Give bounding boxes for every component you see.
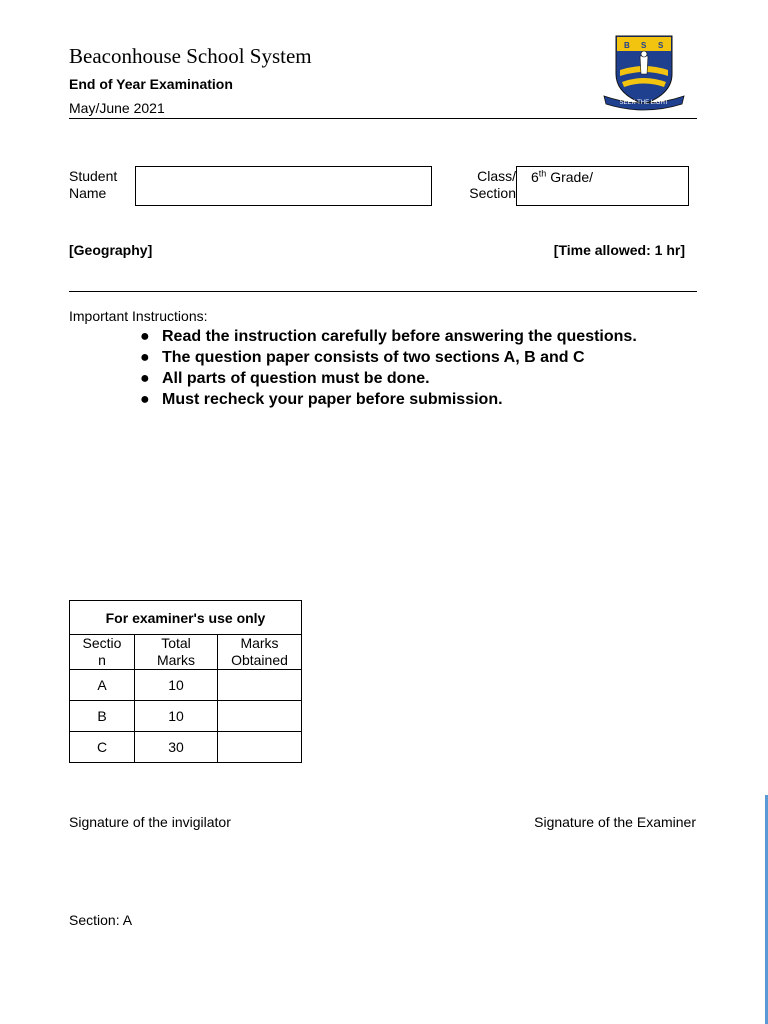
examiner-table-title: For examiner's use only	[70, 601, 302, 635]
table-row	[70, 701, 302, 732]
exam-session: May/June 2021	[69, 100, 165, 116]
examiner-signature-label: Signature of the Examiner	[534, 814, 696, 830]
row-section: A	[70, 670, 135, 701]
logo-letter-1: B	[624, 41, 630, 50]
time-allowed: [Time allowed: 1 hr]	[553, 242, 685, 258]
class-section-label: Class/ Section	[469, 168, 516, 201]
logo-motto: SEEK THE LIGHT	[619, 100, 669, 106]
school-logo	[600, 34, 688, 112]
instruction-item: ● All parts of question must be done.	[140, 370, 430, 387]
row-total: 30	[135, 732, 218, 763]
row-section: B	[70, 701, 135, 732]
row-total: 10	[135, 701, 218, 732]
bullet-icon: ●	[140, 391, 150, 408]
row-obtained[interactable]	[218, 670, 302, 701]
instructions-title: Important Instructions:	[69, 308, 208, 324]
school-name: Beaconhouse School System	[69, 44, 312, 68]
class-section-field[interactable]	[516, 166, 689, 206]
logo-letter-3: S	[658, 41, 664, 50]
logo-letter-2: S	[641, 41, 647, 50]
row-section: C	[70, 732, 135, 763]
instruction-item: ● Read the instruction carefully before answering the questions.	[140, 328, 637, 345]
instruction-item: ● The question paper consists of two sections A, B and C	[140, 349, 585, 366]
examiner-table	[69, 600, 302, 763]
student-name-label: Student Name	[69, 168, 118, 201]
row-total: 10	[135, 670, 218, 701]
bullet-icon: ●	[140, 370, 150, 387]
row-obtained[interactable]	[218, 732, 302, 763]
bullet-icon: ●	[140, 328, 150, 345]
header-total-marks: Total Marks	[135, 635, 218, 670]
instructions-list	[136, 326, 637, 410]
class-section-value: 6th Grade/	[531, 168, 594, 185]
header-marks-obtained: Marks Obtained	[218, 635, 302, 670]
instruction-item: ● Must recheck your paper before submission.	[140, 391, 503, 408]
subject-name: [Geography]	[69, 242, 153, 258]
invigilator-signature-label: Signature of the invigilator	[69, 814, 231, 830]
exam-title: End of Year Examination	[69, 76, 233, 92]
student-name-field[interactable]	[135, 166, 432, 206]
bullet-icon: ●	[140, 349, 150, 366]
section-heading: Section: A	[69, 912, 133, 928]
row-obtained[interactable]	[218, 701, 302, 732]
header-section: Sectio n	[70, 635, 135, 670]
table-row	[70, 732, 302, 763]
subject-divider	[69, 291, 697, 292]
crest-icon	[600, 34, 688, 112]
header-divider	[69, 118, 697, 119]
table-row	[70, 670, 302, 701]
